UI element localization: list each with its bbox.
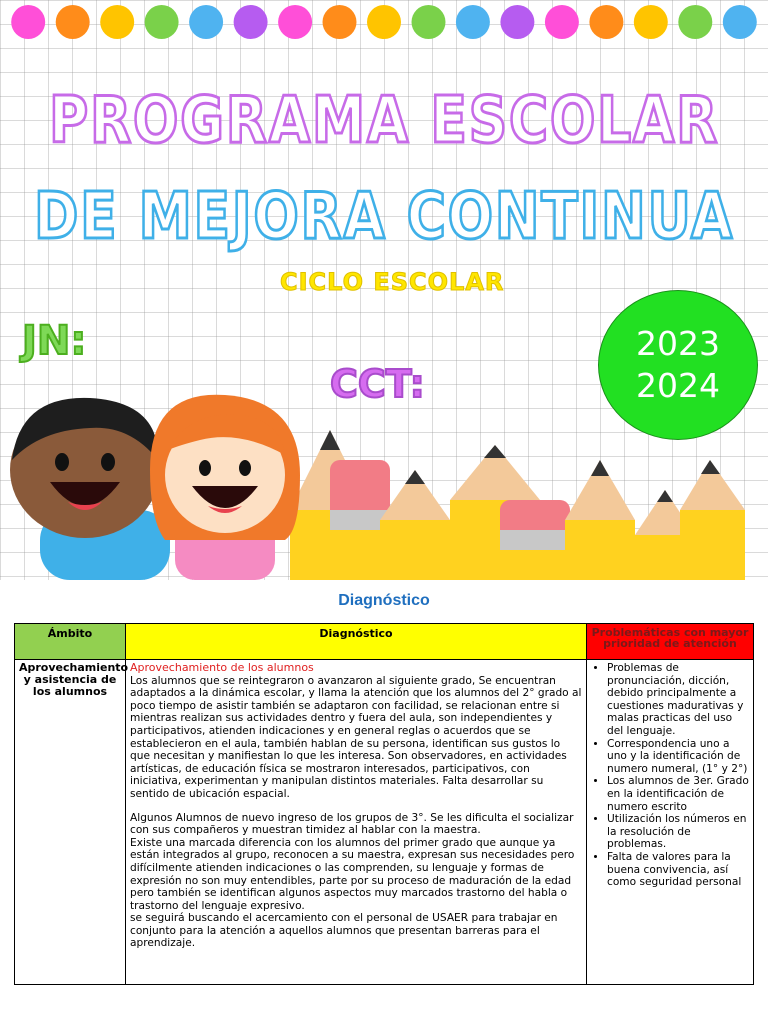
header-ambito: Ámbito [15, 624, 126, 660]
ciclo-escolar-label: CICLO ESCOLAR [280, 268, 505, 296]
decorative-dot [634, 5, 668, 39]
decorative-dot [278, 5, 312, 39]
diagnostico-paragraph: Los alumnos que se reintegraron o avanzaron al siguiente grado, Se encuentran adaptados a la dinámica escolar, y llama la atención que los alumnos del 2° grado al poco tiempo de asistir también se adaptaron con facilidad, se relacionan entre si mientras realizan sus actividades dentro y fuera del aula, son independientes y participativos, atienden indicaciones y en general reglas o acuerdos que se establecieron en el aula, también hablan de su persona, identifican sus gustos lo que necesitan y manifiestan lo que les interesa. Son observadores, en actividades artísticas, de educación física se mostraron interesados, participativos, con iniciativa, experimentan y manipulan distintos materiales. Falta desarrollar su sentido de ubicación espacial. [130, 674, 582, 800]
list-item: • Los alumnos de 3er. Grado en la identificación de numero escrito [607, 775, 749, 813]
cover-title-line1: PROGRAMA ESCOLAR [49, 84, 719, 158]
diagnostico-heading: Aprovechamiento de los alumnos [130, 661, 314, 674]
cover-title [0, 70, 768, 270]
table-header-row [15, 624, 754, 660]
header-diagnostico: Diagnóstico [126, 624, 587, 660]
pencil-icon [680, 460, 745, 580]
diagnostico-paragraph: Algunos Alumnos de nuevo ingreso de los grupos de 3°. Se les dificulta el socializar con sus compañeros y muestran timidez al hablar con la maestra. [130, 811, 574, 837]
list-item: • Falta de valores para la buena convivencia, así como seguridad personal [607, 851, 749, 889]
decorative-dot [723, 5, 757, 39]
problems-list [591, 662, 749, 889]
decorative-dot [189, 5, 223, 39]
section-title: Diagnóstico [338, 592, 430, 609]
diagnostico-paragraph: Existe una marcada diferencia con los alumnos del primer grado que aunque ya están integrados al grupo, reconocen a su maestra, expresan sus necesidades pero difícilmente atienden indicaciones o las comprenden, su lenguaje y formas de expresión no son muy entendibles, parte por su proceso de maduración de la edad pero también se identifican algunos aspectos muy marcados trastorno del habla o trastorno del lenguaje expresivo. [130, 836, 575, 912]
diagnostic-table [14, 623, 754, 985]
decorative-dot [412, 5, 446, 39]
list-item: • Utilización los números en la resolución de problemas. [607, 813, 749, 851]
decorative-dots [6, 4, 762, 40]
decorative-dot [678, 5, 712, 39]
decorative-dot [234, 5, 268, 39]
cell-problematicas [587, 660, 754, 985]
girl-character-icon [150, 395, 300, 580]
year-start: 2023 [636, 324, 720, 363]
cell-diagnostico [126, 660, 587, 985]
jn-label: JN: [22, 318, 87, 364]
cct-label: CCT: [330, 362, 425, 406]
diagnostico-paragraph: se seguirá buscando el acercamiento con el personal de USAER para trabajar en conjunto para la atención a aquellos alumnos que presentan barreras para el aprendizaje. [130, 912, 558, 950]
decorative-dot [11, 5, 45, 39]
decorative-dot [323, 5, 357, 39]
decorative-dot [456, 5, 490, 39]
decorative-dot [367, 5, 401, 39]
pencil-icon [500, 500, 570, 580]
decorative-dot [500, 5, 534, 39]
kids-and-pencils-illustration [0, 390, 768, 580]
decorative-dot [145, 5, 179, 39]
decorative-dot [589, 5, 623, 39]
table-row [15, 660, 754, 985]
list-item: • Problemas de pronunciación, dicción, debido principalmente a cuestiones madurativas y malas practicas del uso del lenguaje. [607, 662, 749, 738]
header-problematicas: Problemáticas con mayor prioridad de atención [587, 624, 754, 660]
decorative-dot [545, 5, 579, 39]
decorative-dot [100, 5, 134, 39]
pencil-icon [565, 460, 635, 580]
decorative-dot [56, 5, 90, 39]
pencil-icon [380, 470, 450, 580]
cover-title-line2: DE MEJORA CONTINUA [34, 180, 734, 254]
year-end: 2024 [636, 366, 720, 405]
list-item: • Correspondencia uno a uno y la identificación de numero numeral, (1° y 2°) [607, 738, 749, 776]
boy-character-icon [10, 398, 170, 580]
cell-ambito: Aprovechamiento y asistencia de los alumnos [15, 660, 126, 985]
